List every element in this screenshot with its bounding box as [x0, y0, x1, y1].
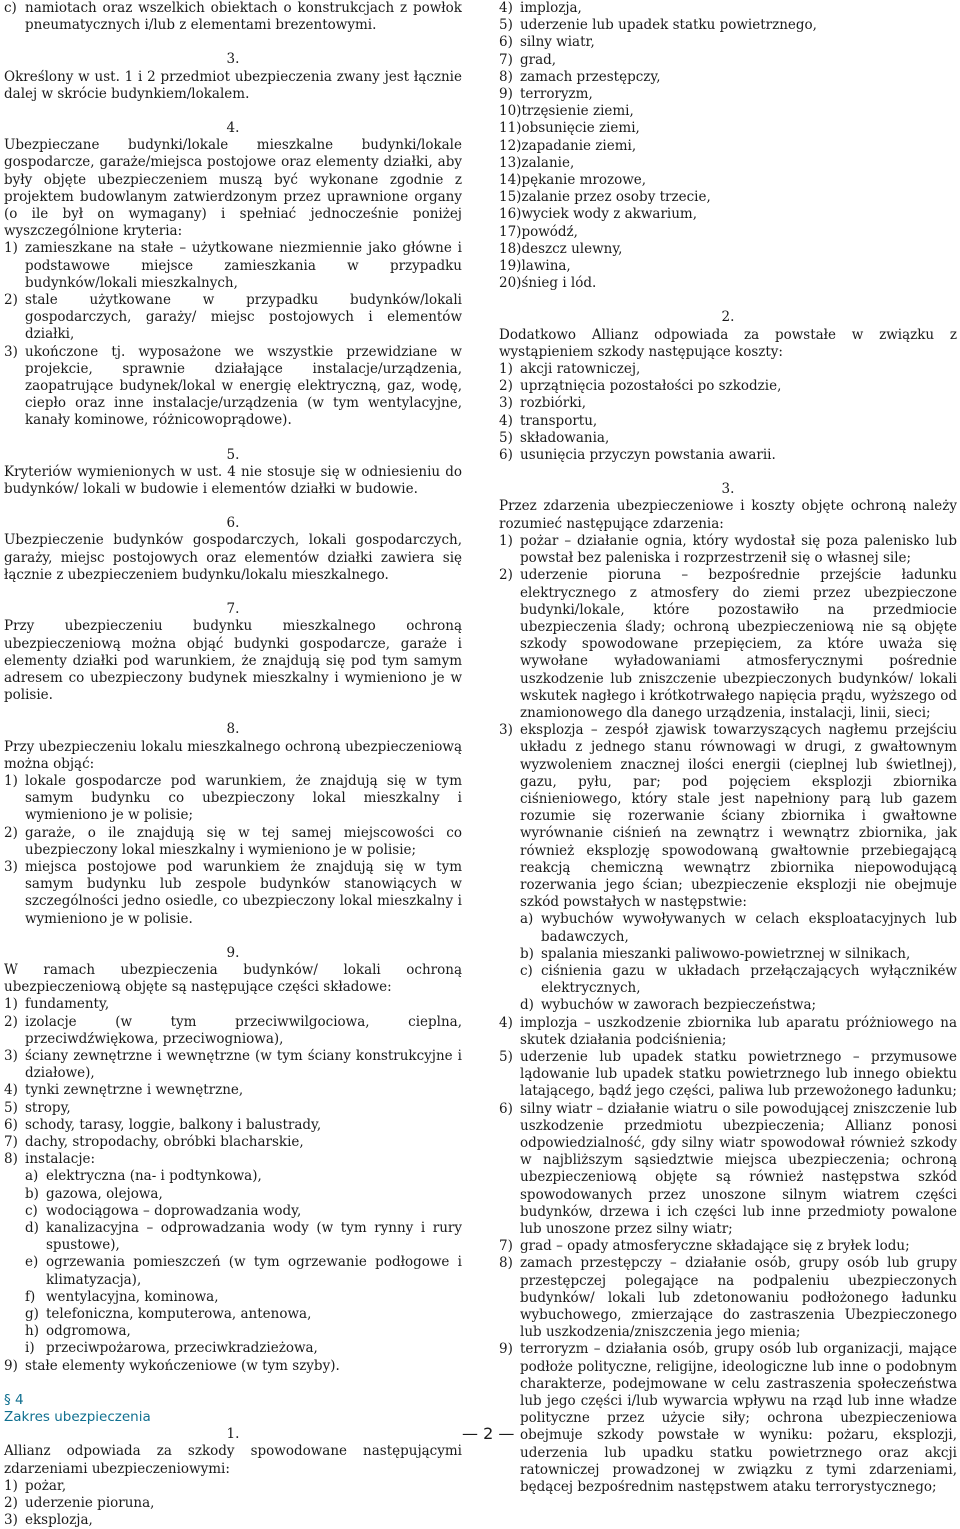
list-marker: 5) [499, 429, 513, 446]
left-column [4, 0, 462, 1529]
sub-list-item [4, 1220, 462, 1254]
list-item [499, 103, 957, 120]
list-item [4, 825, 462, 859]
list-marker: 7) [499, 51, 513, 68]
list-item [4, 1478, 462, 1495]
list-marker: 3) [4, 858, 18, 875]
sub-list-item [4, 1168, 462, 1185]
list-text: zalanie przez osoby trzecie, [521, 189, 711, 206]
list-marker: a) [520, 911, 534, 928]
list-marker: 13) [499, 154, 522, 171]
list-text: miejsca postojowe pod warunkiem że znajdują się w tym samym budynku lub zespole budynków stanowiących w szczególności jedno osiedle, co ubezpieczony lokal mieszkalny i wymieniono je w polisie. [25, 858, 462, 927]
list-marker: 15) [499, 189, 522, 206]
list-item [4, 240, 462, 292]
list-marker: 8) [4, 1151, 18, 1168]
list-marker: 2) [4, 1495, 18, 1512]
list-marker: 2) [4, 292, 18, 309]
section-number: 1. [226, 1426, 240, 1443]
list-text: uderzenie pioruna, [25, 1495, 155, 1512]
list-item [499, 413, 957, 430]
section-text: Przez zdarzenia ubezpieczeniowe i koszty objęte ochroną należy rozumieć następujące zdarzenia: [499, 498, 957, 532]
section-text: Ubezpieczenie budynków gospodarczych, lokali gospodarczych, garaży, miejsc postojowych oraz elementów działki zawiera się łącznie z ubezpieczeniem budynku/lokalu mieszkalnego. [4, 532, 462, 583]
list-text: silny wiatr – działanie wiatru o sile powodującej zniszczenie lub uszkodzenie przedmiotu ubezpieczenia; Allianz ponosi odpowiedzialność, gdy silny wiatr spowodował również szkody w najbliższym sąsiedztwie miejsca ubezpieczenia; ochroną ubezpieczeniową objęte są również następstwa szkód spowodowanych przez unoszone silnym wiatrem części budynków, drzewa i ich części lub inne przedmioty powalone lub unoszone przez silny wiatr; [520, 1100, 957, 1238]
list-item [4, 0, 462, 34]
list-marker: 1) [4, 996, 18, 1013]
list-text: spalania mieszanki paliwowo-powietrznej w silnikach, [541, 945, 911, 962]
list-marker: 8) [499, 68, 513, 85]
list-text: pożar, [25, 1477, 67, 1494]
definitions-list-continued [499, 1015, 957, 1497]
explosion-exclusions-sublist [499, 911, 957, 1014]
list-marker: 1) [4, 240, 18, 257]
list-text: gazowa, olejowa, [46, 1185, 163, 1202]
list-text: schody, tarasy, loggie, balkony i balustrady, [25, 1116, 322, 1133]
list-text: stałe elementy wykończeniowe (w tym szyby). [25, 1357, 340, 1374]
list-marker: 7) [499, 1238, 513, 1255]
definitions-list [499, 533, 957, 911]
list-text: pożar – działanie ognia, który wydostał się poza palenisko lub powstał bez paleniska i rozprzestrzenił się o własnej sile; [520, 532, 957, 567]
list-text: izolacje (w tym przeciwwilgociowa, cieplna, przeciwdźwiękowa, przeciwogniowa), [25, 1013, 462, 1047]
list-text: dachy, stropodachy, obróbki blacharskie, [25, 1133, 304, 1150]
list-text: grad, [520, 51, 557, 68]
list-item [4, 1014, 462, 1048]
list-text: uderzenie lub upadek statku powietrznego, [520, 17, 817, 34]
list-text: lawina, [521, 258, 571, 275]
list-text: składowania, [520, 429, 610, 446]
section-text: Ubezpieczane budynki/lokale mieszkalne budynki/lokale gospodarcze, garaże/miejsca postojowe oraz elementy działki, aby były objęte ubezpieczeniem muszą być wykonane zgodnie z projektem budowlanym zatwierdzonym przez uprawnione organy (o ile był on wymagany) i spełniać jednocześnie poniżej wyszczególnione kryteria: [4, 137, 462, 240]
list-text: tynki zewnętrzne i wewnętrzne, [25, 1082, 244, 1099]
list-marker: 9) [499, 86, 513, 103]
list-item [499, 34, 957, 51]
list-text: wyciek wody z akwarium, [521, 206, 698, 223]
page-number: — 2 — [462, 1424, 515, 1443]
list-text: ogrzewania pomieszczeń (w tym ogrzewanie podłogowe i klimatyzacja), [46, 1254, 462, 1288]
list-item [499, 567, 957, 722]
section-text: Określony w ust. 1 i 2 przedmiot ubezpieczenia zwany jest łącznie dalej w skrócie budynkiem/lokalem. [4, 68, 462, 102]
list-marker: e) [25, 1254, 39, 1271]
list-marker: 10) [499, 103, 522, 120]
list-item [499, 86, 957, 103]
list-marker: 19) [499, 258, 522, 275]
list-item [499, 533, 957, 567]
list-marker: 4) [4, 1082, 18, 1099]
events-list-continued [499, 0, 957, 292]
sub-list-item [499, 963, 957, 997]
list-marker: g) [25, 1306, 39, 1323]
list-marker: 7) [4, 1133, 18, 1150]
list-item [499, 447, 957, 464]
list-item [499, 0, 957, 17]
premises-list [4, 773, 462, 928]
list-text: eksplozja, [25, 1512, 93, 1529]
list-item [4, 773, 462, 825]
list-item [499, 722, 957, 911]
criteria-list [4, 240, 462, 429]
list-item [4, 1100, 462, 1117]
list-marker: 20) [499, 275, 522, 292]
list-marker: 9) [499, 1341, 513, 1358]
list-text: usunięcia przyczyn powstania awarii. [520, 447, 776, 464]
list-marker: 16) [499, 206, 522, 223]
list-item [499, 52, 957, 69]
list-marker: 4) [499, 0, 513, 16]
section-text: Przy ubezpieczeniu budynku mieszkalnego ochroną ubezpieczeniową można objąć budynki gospodarcze, garaże i elementy działki pod warunkiem, że znajdują się pod tym samym adresem co ubezpieczony budynek mieszkalny i wymieniono je w polisie. [4, 618, 462, 704]
list-text: deszcz ulewny, [521, 240, 623, 257]
list-marker: 3) [4, 1047, 18, 1064]
section-number: 2. [721, 309, 735, 326]
section-number: 5. [226, 446, 240, 463]
list-text: wybuchów wywoływanych w celach eksploatacyjnych lub badawczych, [541, 911, 957, 945]
list-item [499, 17, 957, 34]
list-marker: f) [25, 1288, 36, 1305]
list-item [4, 1151, 462, 1168]
list-text: terroryzm – działania osób, grupy osób lub organizacji, mające podłoże polityczne, religijne, ideologiczne lub inne o podobnym charakterze, podejmowane w celu zastraszenia społeczeństwa lub jego części i/lub wywarcia wpływu na rząd lub inne władze polityczne przez użycie siły; ochrona ubezpieczeniowa obejmuje szkody powstałe w wyniku: pożaru, eksplozji, uderzenia lub upadku statku powietrznego oraz akcji ratowniczej prowadzonej w związku z tymi zdarzeniami, będącej bezpośrednim następstwem ataku terrorystycznego; [520, 1341, 957, 1496]
list-marker: 12) [499, 137, 522, 154]
list-text: zamach przestępczy, [520, 68, 661, 85]
list-text: implozja, [520, 0, 582, 16]
section-title: Zakres ubezpieczenia [4, 1409, 151, 1426]
list-marker: c) [25, 1202, 38, 1219]
list-item [499, 275, 957, 292]
sub-list-item [4, 1340, 462, 1357]
list-item [499, 189, 957, 206]
list-item [4, 1117, 462, 1134]
list-text: terroryzm, [520, 86, 593, 103]
list-marker: 6) [4, 1116, 18, 1133]
list-item [499, 172, 957, 189]
list-text: obsunięcie ziemi, [521, 120, 640, 137]
list-item [4, 1134, 462, 1151]
list-item [499, 258, 957, 275]
installations-sublist [4, 1168, 462, 1357]
list-text: lokale gospodarcze pod warunkiem, że znajdują się w tym samym budynku co ubezpieczony lokal mieszkalny i wymieniono je w polisie; [25, 772, 462, 824]
section-number: 7. [226, 601, 240, 618]
list-marker: 5) [4, 1099, 18, 1116]
sub-list-item [499, 946, 957, 963]
list-text: instalacje: [25, 1151, 96, 1168]
list-text: rozbiórki, [520, 395, 587, 412]
list-marker: 17) [499, 223, 522, 240]
section-text: Przy ubezpieczeniu lokalu mieszkalnego ochroną ubezpieczeniową można objąć: [4, 738, 462, 772]
list-item [4, 1048, 462, 1082]
list-item [499, 120, 957, 137]
list-marker: 1) [4, 1477, 18, 1494]
list-text: stale użytkowane w przypadku budynków/lokali gospodarczych, garaży/ miejsc postojowych i elementów działki, [25, 292, 462, 343]
list-text: namiotach oraz wszelkich obiektach o konstrukcjach z powłok pneumatycznych i/lub z elementami brezentowymi. [25, 0, 462, 34]
list-text: silny wiatr, [520, 34, 595, 51]
list-text: ukończone tj. wyposażone we wszystkie przewidziane w projekcie, sprawnie działające instalacje/urządzenia, zaopatrujące budynek/lokal w energię elektryczną, gaz, wodę, ciepło oraz inne instalacje/urządzenia (w tym wentylacyjne, kanały kominowe, różnicowoprądowe). [25, 343, 462, 429]
list-marker: 3) [499, 722, 513, 739]
list-marker: 6) [499, 1100, 513, 1117]
list-marker: 5) [499, 1048, 513, 1065]
list-item [499, 1015, 957, 1049]
list-text: transportu, [520, 412, 598, 429]
list-marker: h) [25, 1323, 39, 1340]
list-item [499, 155, 957, 172]
list-text: garaże, o ile znajdują się w tej samej miejscowości co ubezpieczony lokal mieszkalny i wymieniono je w polisie; [25, 824, 462, 858]
section-number: 8. [226, 721, 240, 738]
list-marker: 3) [4, 1512, 18, 1529]
section-number: 6. [226, 515, 240, 532]
list-text: trzęsienie ziemi, [521, 103, 634, 120]
list-item [499, 224, 957, 241]
list-item [499, 206, 957, 223]
section-number: 9. [226, 944, 240, 961]
list-item [499, 138, 957, 155]
list-item [499, 1341, 957, 1496]
list-text: fundamenty, [25, 996, 110, 1013]
list-marker: 1) [499, 361, 513, 378]
list-marker: b) [520, 945, 534, 962]
list-marker: 2) [499, 378, 513, 395]
list-item [4, 292, 462, 344]
list-marker: 14) [499, 172, 522, 189]
list-item [4, 1082, 462, 1099]
list-marker: d) [25, 1220, 39, 1236]
sub-list-item [4, 1254, 462, 1288]
sub-list-item [4, 1289, 462, 1306]
list-item [4, 1512, 462, 1529]
sub-list-item [4, 1186, 462, 1203]
list-marker: 5) [499, 17, 513, 34]
list-item [4, 996, 462, 1013]
list-marker: 11) [499, 120, 522, 137]
list-item [499, 378, 957, 395]
list-text: zalanie, [521, 154, 575, 171]
list-item [4, 1495, 462, 1512]
sub-list-item [4, 1323, 462, 1340]
list-marker: 2) [499, 567, 513, 584]
list-item [499, 361, 957, 378]
events-list [4, 1478, 462, 1529]
list-item [499, 1255, 957, 1341]
list-marker: 6) [499, 34, 513, 51]
components-list [4, 996, 462, 1168]
list-marker: d) [520, 997, 534, 1014]
sub-list-item [4, 1306, 462, 1323]
list-marker: 18) [499, 240, 522, 257]
list-text: akcji ratowniczej, [520, 361, 641, 378]
list-text: stropy, [25, 1099, 71, 1116]
section-text: Dodatkowo Allianz odpowiada za powstałe w związku z wystąpieniem szkody następujące koszty: [499, 326, 957, 360]
list-text: uderzenie pioruna – bezpośrednie przejście ładunku elektrycznego z atmosfery do ziemi przez ubezpieczone budynki/lokale, które pozostawiło na przedmiocie ubezpieczenia ślady; ochroną ubezpieczeniową nie są objęte szkody spowodowane przepięciem, za które uważa się wywołane wyładowaniami atmosferycznymi pośrednie uszkodzenie lub zniszczenie ubezpieczonych budynków/ lokali wskutek nagłego i krótkotrwałego napięcia prądu, wyższego od znamionowego dla danego urządzenia, instalacji, linii, sieci; [520, 567, 957, 721]
sub-list-item [499, 997, 957, 1014]
section-number: 3. [226, 51, 240, 68]
list-item [4, 859, 462, 928]
list-text: zamieszkane na stałe – użytkowane niezmiennie jako główne i podstawowe miejsce zamieszkania w przypadku budynków/lokali mieszkalnych, [25, 240, 462, 291]
list-text: eksplozja – zespół zjawisk towarzyszących nagłemu przejściu układu z jednego stanu równowagi w drugi, z gwałtownym wyzwoleniem znacznej ilości energii (cieplnej lub świetlnej), gazu, pyłu, par; pod pojęciem eksplozji zbiornika ciśnieniowego, który stale jest napełniony parą lub gazem rozumie się rozerwanie ściany zbiornika i gwałtowne wyrównanie ciśnień na zewnątrz i wewnątrz zbiornika, jak również eksplozję spowodowaną gwałtownie przebiegającą reakcją chemiczną wewnątrz zbiornika niepowodującą rozerwania jego ścian; ubezpieczenie eksplozji nie obejmuje szkód powstałych w następstwie: [520, 722, 957, 911]
list-item [499, 1238, 957, 1255]
list-marker: 1) [4, 772, 18, 789]
list-text: implozja – uszkodzenie zbiornika lub aparatu próżniowego na skutek działania podciśnienia; [520, 1014, 957, 1048]
list-text: wybuchów w zaworach bezpieczeństwa; [541, 997, 817, 1014]
list-item [499, 1101, 957, 1239]
list-marker: 3) [4, 343, 18, 360]
list-item [499, 430, 957, 447]
list-text: przeciwpożarowa, przeciwkradzieżowa, [46, 1340, 318, 1357]
list-marker: 1) [499, 532, 513, 549]
list-text: grad – opady atmosferyczne składające się z bryłek lodu; [520, 1238, 910, 1255]
list-text: pękanie mrozowe, [521, 172, 647, 189]
list-text: zapadanie ziemi, [521, 137, 637, 154]
list-marker: c) [520, 962, 533, 979]
sub-list-item [4, 1203, 462, 1220]
list-marker: c) [4, 0, 17, 16]
list-marker: 9) [4, 1357, 18, 1374]
list-text: telefoniczna, komputerowa, antenowa, [46, 1306, 312, 1323]
list-text: ściany zewnętrzne i wewnętrzne (w tym ściany konstrukcyjne i działowe), [25, 1047, 462, 1082]
list-marker: 3) [499, 395, 513, 412]
costs-list [499, 361, 957, 464]
list-marker: i) [25, 1340, 35, 1357]
list-marker: 2) [4, 824, 18, 841]
section-text: Kryteriów wymienionych w ust. 4 nie stosuje się w odniesieniu do budynków/ lokali w budowie i elementów działki w budowie. [4, 463, 462, 498]
section-number: 3. [721, 481, 735, 498]
section-text: Allianz odpowiada za szkody spowodowane następującymi zdarzeniami ubezpieczeniowymi: [4, 1443, 462, 1477]
list-marker: 6) [499, 447, 513, 464]
list-text: kanalizacyjna – odprowadzania wody (w tym rynny i rury spustowe), [46, 1220, 462, 1254]
list-text: uprzątnięcia pozostałości po szkodzie, [520, 378, 782, 395]
list-text: odgromowa, [46, 1323, 131, 1340]
right-column [499, 0, 957, 1496]
list-item [499, 395, 957, 412]
list-text: elektryczna (na- i podtynkowa), [46, 1168, 262, 1185]
list-marker: 2) [4, 1013, 18, 1030]
list-marker: 8) [499, 1255, 513, 1272]
paragraph-heading: § 4 [4, 1391, 24, 1408]
list-marker: 4) [499, 1014, 513, 1031]
section-number: 4. [226, 120, 240, 137]
list-item [499, 69, 957, 86]
list-item [4, 1358, 462, 1375]
list-text: ciśnienia gazu w układach przełączających wyłącznikéw elektrycznych, [541, 962, 957, 997]
list-text: uderzenie lub upadek statku powietrznego – przymusowe lądowanie lub upadek statku powietrznego lub innego obiektu latającego, bądź jego części, paliwa lub przewożonego ładunku; [520, 1048, 957, 1100]
list-text: wodociągowa – doprowadzania wody, [46, 1202, 302, 1219]
sub-list-item [499, 911, 957, 945]
list-text: zamach przestępczy – działanie osób, grupy osób lub grupy przestępczej polegające na podpaleniu ubezpieczonych budynków/ lokali lub zdetonowaniu podłożonego ładunku wybuchowego, zmierzające do zastraszenia Ubezpieczonego lub uszkodzenia/zniszczenia jego mienia; [520, 1255, 957, 1341]
list-text: śnieg i lód. [521, 275, 597, 292]
list-marker: a) [25, 1168, 39, 1185]
list-marker: b) [25, 1185, 39, 1202]
list-marker: 4) [499, 412, 513, 429]
list-text: wentylacyjna, kominowa, [46, 1288, 219, 1305]
list-item [4, 344, 462, 430]
list-text: powódź, [521, 223, 578, 240]
list-item [499, 1049, 957, 1101]
section-text: W ramach ubezpieczenia budynków/ lokali ochroną ubezpieczeniową objęte są następujące części składowe: [4, 961, 462, 996]
list-item [499, 241, 957, 258]
